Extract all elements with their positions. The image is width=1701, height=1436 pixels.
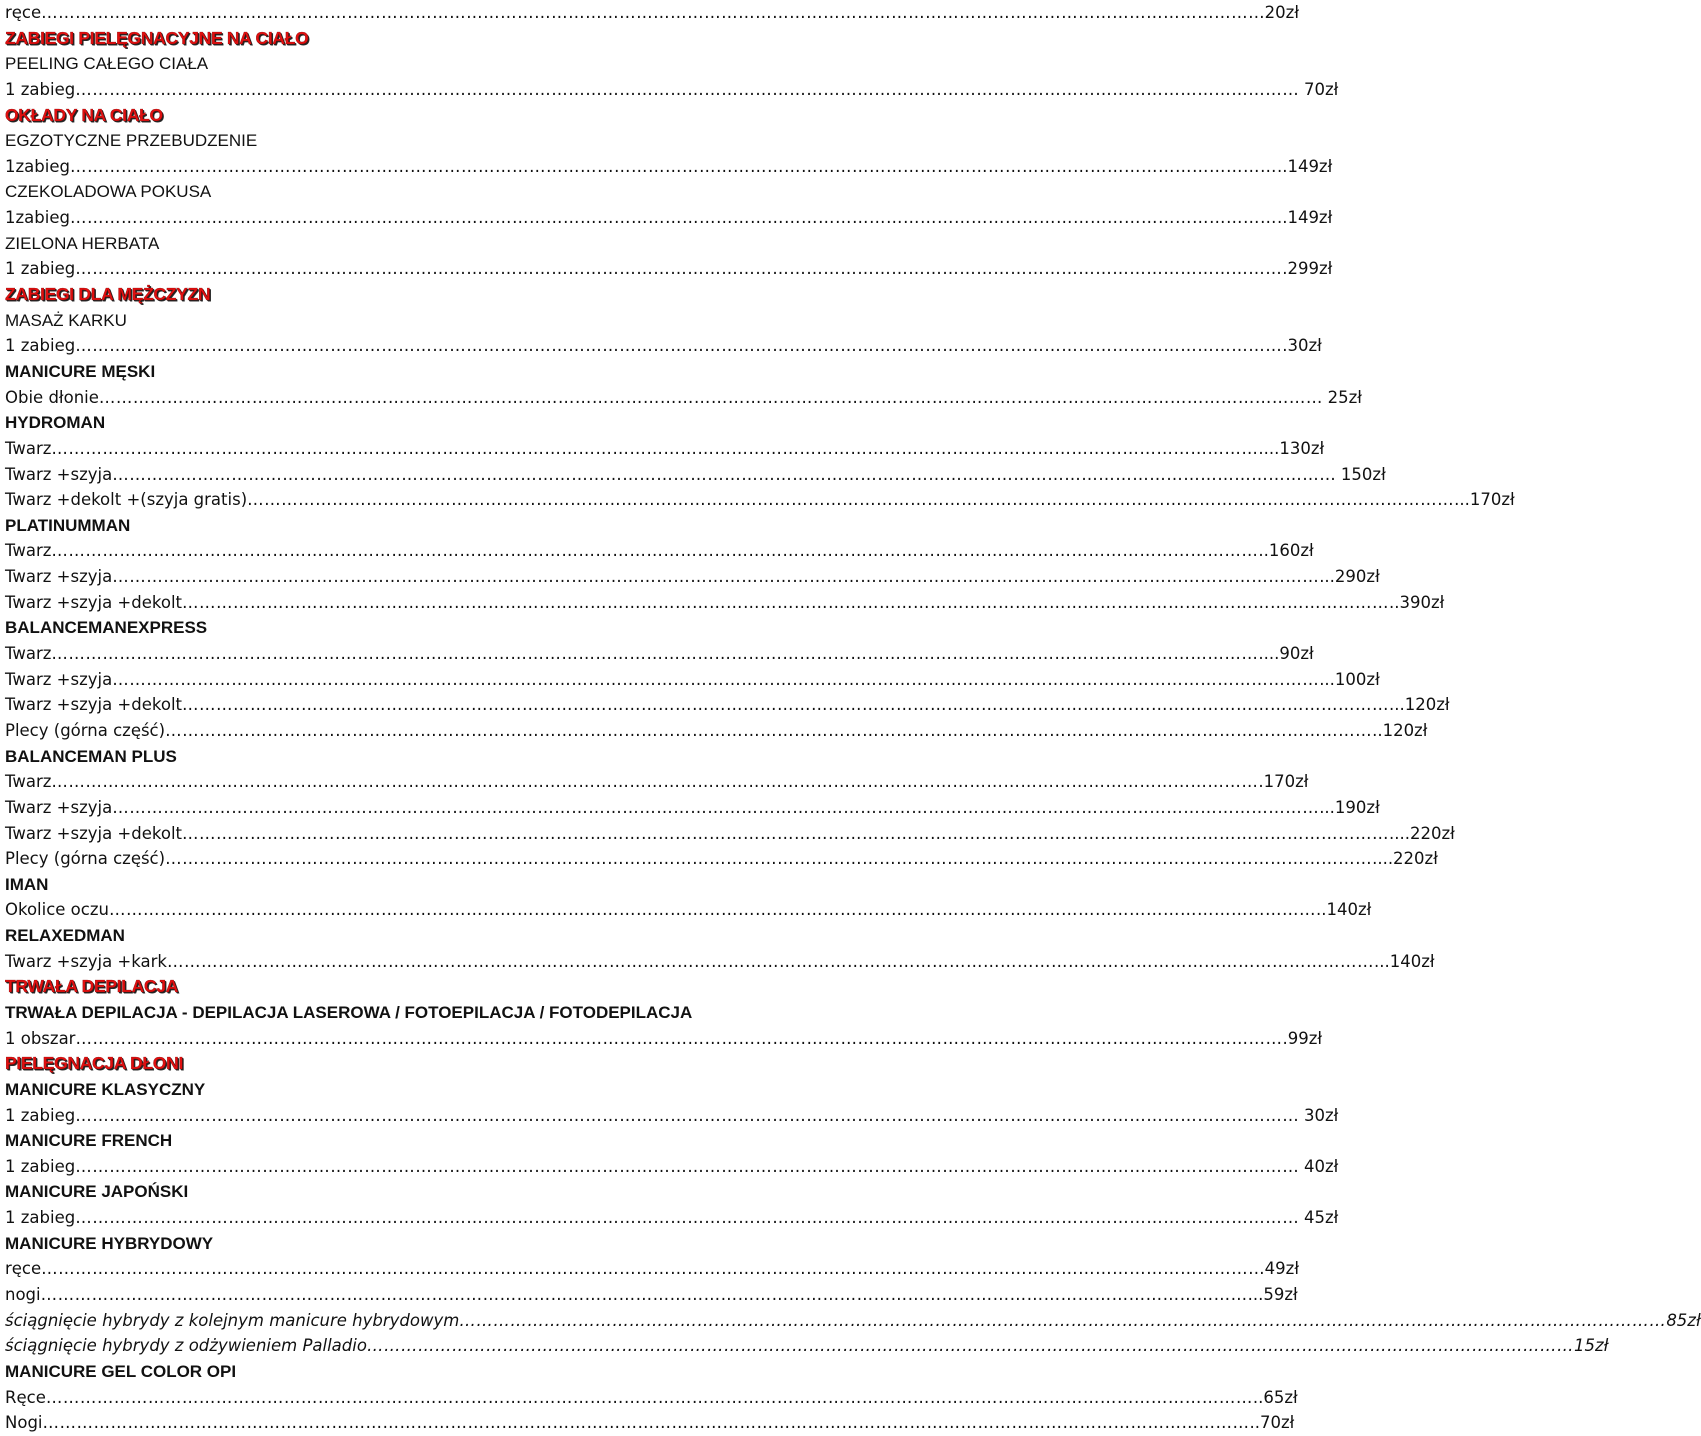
price-value: … 70zł [1282, 79, 1339, 99]
price-value: ...290zł [1319, 567, 1380, 587]
dot-leader: …………………………………………………………………………………………………………………………………………………………………………………………… [45, 1387, 1253, 1407]
service-title: IMAN [5, 874, 49, 894]
service-label: Nogi [5, 1413, 43, 1433]
service-title: BALANCEMAN PLUS [5, 746, 177, 766]
price-row [0, 564, 1380, 590]
dot-leader: …………………………………………………………………………………………………………………………………………………………………………………………… [69, 208, 1277, 228]
price-row [0, 1308, 1701, 1334]
price-value: … 25zł [1305, 387, 1362, 407]
service-title: HYDROMAN [5, 413, 106, 433]
service-label: ściągnięcie hybrydy z odżywieniem Palladio [5, 1336, 367, 1356]
service-label: 1 zabieg [5, 1208, 76, 1228]
service-label: Twarz +szyja [5, 464, 113, 484]
section-heading: TRWAŁA DEPILACJA [5, 976, 179, 997]
service-label: Twarz [5, 438, 52, 458]
price-row [0, 538, 1314, 564]
service-title: MANICURE FRENCH [5, 1131, 173, 1151]
dot-leader: …………………………………………………………………………………………………………………………………………………………………………………………… [75, 1028, 1283, 1048]
price-value: ....220zł [1389, 823, 1455, 843]
price-value: ..160zł [1258, 541, 1314, 561]
dot-leader: …………………………………………………………………………………………………………………………………………………………………………………………… [41, 3, 1249, 22]
dot-leader: …………………………………………………………………………………………………………………………………………………………………………………………… [51, 644, 1259, 664]
price-value: ..70zł [1249, 1413, 1295, 1433]
price-row [0, 333, 1322, 359]
service-label: Twarz [5, 541, 52, 561]
price-row [0, 256, 1333, 282]
dot-leader: …………………………………………………………………………………………………………………………………………………………………………………………… [108, 900, 1316, 920]
price-value: 85zł [1666, 1310, 1701, 1330]
price-value: ....220zł [1372, 849, 1438, 869]
price-row [0, 436, 1325, 462]
price-value: .170zł [1258, 772, 1309, 792]
service-label: Twarz +szyja +dekolt [5, 695, 182, 715]
dot-leader: …………………………………………………………………………………………………………………………………………………………………………………………… [182, 592, 1389, 612]
price-row [0, 205, 1333, 231]
price-row [0, 692, 1450, 718]
service-label: Twarz +szyja [5, 797, 113, 817]
dot-leader: …………………………………………………………………………………………………………………………………………………………………………………………… [98, 387, 1306, 407]
service-label: Okolice oczu [5, 900, 109, 920]
price-row [0, 1256, 1300, 1282]
price-row [0, 1026, 1323, 1052]
price-value: .299zł [1282, 259, 1333, 279]
price-value: ...100zł [1319, 669, 1380, 689]
service-title: EGZOTYCZNE PRZEBUDZENIE [5, 131, 258, 151]
section-heading: OKŁADY NA CIAŁO [5, 104, 163, 125]
service-title: BALANCEMANEXPRESS [5, 618, 208, 638]
service-label: Twarz +szyja [5, 669, 113, 689]
service-label: Plecy (górna część) [5, 720, 166, 740]
service-label: 1 zabieg [5, 336, 76, 356]
dot-leader: …………………………………………………………………………………………………………………………………………………………………………………………… [112, 567, 1320, 587]
section-heading: ZABIEGI DLA MĘŻCZYZN [5, 284, 211, 305]
price-value: ...190zł [1319, 797, 1380, 817]
service-label: ręce [5, 3, 42, 22]
price-value: ..149zł [1276, 208, 1333, 228]
price-row [0, 77, 1339, 103]
price-row [0, 718, 1428, 744]
dot-leader: …………………………………………………………………………………………………………………………………………………………………………………………… [75, 1105, 1283, 1125]
price-row [0, 1205, 1339, 1231]
dot-leader: …………………………………………………………………………………………………………………………………………………………………………………………… [40, 1285, 1248, 1305]
service-title: TRWAŁA DEPILACJA - DEPILACJA LASEROWA / FOTOEPILACJA / FOTODEPILACJA [5, 1002, 693, 1022]
price-value: ..65zł [1252, 1387, 1298, 1407]
service-label: Ręce [5, 1387, 46, 1407]
price-value: ...59zł [1247, 1285, 1298, 1305]
dot-leader: …………………………………………………………………………………………………………………………………………………………………………………………… [166, 951, 1374, 971]
service-label: 1 zabieg [5, 1156, 76, 1176]
section-heading: PIELĘGNACJA DŁONI [5, 1053, 184, 1074]
price-value: … 30zł [1282, 1105, 1339, 1125]
service-label: 1zabieg [5, 208, 70, 228]
price-row [0, 1333, 1609, 1359]
price-row [0, 1154, 1339, 1180]
price-row [0, 1282, 1298, 1308]
price-value: .30zł [1282, 336, 1322, 356]
service-label: nogi [5, 1285, 41, 1305]
price-row [0, 0, 1300, 26]
dot-leader: …………………………………………………………………………………………………………………………………………………………………………………………… [182, 823, 1389, 843]
dot-leader: …………………………………………………………………………………………………………………………………………………………………………………………… [75, 259, 1283, 279]
dot-leader: …………………………………………………………………………………………………………………………………………………………………………………………… [41, 1259, 1249, 1279]
dot-leader: …………………………………………………………………………………………………………………………………………………………………………………………… [112, 797, 1320, 817]
price-value: ...120zł [1389, 695, 1450, 715]
dot-leader: …………………………………………………………………………………………………………………………………………………………………………………………… [366, 1336, 1574, 1356]
service-label: Obie dłonie [5, 387, 99, 407]
service-label: ściągnięcie hybrydy z kolejnym manicure hybrydowym [5, 1310, 460, 1330]
price-value: ..140zł [1315, 900, 1372, 920]
price-row [0, 897, 1372, 923]
service-label: Twarz [5, 644, 52, 664]
service-label: Twarz +szyja +kark [5, 951, 167, 971]
price-row [0, 1385, 1298, 1411]
dot-leader: …………………………………………………………………………………………………………………………………………………………………………………………… [247, 490, 1455, 510]
price-row [0, 385, 1362, 411]
service-label: 1 zabieg [5, 79, 76, 99]
price-value: ....130zł [1258, 438, 1325, 458]
service-label: Twarz +szyja +dekolt [5, 592, 182, 612]
price-value: ....90zł [1258, 644, 1314, 664]
dot-leader: …………………………………………………………………………………………………………………………………………………………………………………………… [51, 438, 1259, 458]
section-heading: ZABIEGI PIELĘGNACYJNE NA CIAŁO [5, 27, 309, 48]
service-label: 1 zabieg [5, 259, 76, 279]
dot-leader: …………………………………………………………………………………………………………………………………………………………………………………………… [42, 1413, 1250, 1433]
dot-leader: …………………………………………………………………………………………………………………………………………………………………………………………… [182, 695, 1389, 715]
price-row [0, 154, 1333, 180]
service-label: Plecy (górna część) [5, 849, 166, 869]
service-label: Twarz +dekolt +(szyja gratis) [5, 490, 248, 510]
price-row [0, 667, 1380, 693]
price-value: ..390zł [1389, 592, 1445, 612]
price-row [0, 1410, 1295, 1436]
price-row [0, 795, 1380, 821]
service-title: MANICURE HYBRYDOWY [5, 1233, 214, 1253]
service-title: MANICURE KLASYCZNY [5, 1079, 206, 1099]
dot-leader: …………………………………………………………………………………………………………………………………………………………………………………………… [51, 541, 1259, 561]
price-value: … 150zł [1319, 464, 1386, 484]
dot-leader: …………………………………………………………………………………………………………………………………………………………………………………………… [69, 156, 1277, 176]
dot-leader: …………………………………………………………………………………………………………………………………………………………………………………………… [112, 464, 1320, 484]
dot-leader: …………………………………………………………………………………………………………………………………………………………………………………………… [75, 79, 1283, 99]
service-title: MANICURE GEL COLOR OPI [5, 1361, 237, 1381]
service-label: Twarz +szyja [5, 567, 113, 587]
price-value: … 45zł [1282, 1208, 1339, 1228]
dot-leader: …………………………………………………………………………………………………………………………………………………………………………………………… [75, 1208, 1283, 1228]
service-title: PEELING CAŁEGO CIAŁA [5, 54, 209, 74]
price-value: ..149zł [1276, 156, 1333, 176]
service-label: ręce [5, 1259, 42, 1279]
dot-leader: …………………………………………………………………………………………………………………………………………………………………………………………… [165, 849, 1373, 869]
service-title: ZIELONA HERBATA [5, 233, 160, 253]
service-title: MANICURE JAPOŃSKI [5, 1182, 189, 1202]
price-value: ..120zł [1372, 720, 1428, 740]
dot-leader: …………………………………………………………………………………………………………………………………………………………………………………………… [165, 720, 1373, 740]
dot-leader: …………………………………………………………………………………………………………………………………………………………………………………………… [75, 336, 1283, 356]
price-value: ...140zł [1373, 951, 1435, 971]
price-row [0, 949, 1435, 975]
price-value: …49zł [1248, 1259, 1300, 1279]
price-row [0, 641, 1314, 667]
price-value: .99zł [1282, 1028, 1323, 1048]
service-label: 1 zabieg [5, 1105, 76, 1125]
service-title: PLATINUMMAN [5, 515, 131, 535]
price-row [0, 462, 1386, 488]
price-value: … 40zł [1282, 1156, 1339, 1176]
price-row [0, 487, 1515, 513]
dot-leader: …………………………………………………………………………………………………………………………………………………………………………………………… [459, 1310, 1667, 1330]
service-label: Twarz +szyja +dekolt [5, 823, 182, 843]
service-title: RELAXEDMAN [5, 926, 125, 946]
price-value: 15zł [1573, 1336, 1609, 1356]
price-row [0, 821, 1455, 847]
price-row [0, 1103, 1339, 1129]
service-title: CZEKOLADOWA POKUSA [5, 182, 212, 202]
dot-leader: …………………………………………………………………………………………………………………………………………………………………………………………… [75, 1156, 1283, 1176]
price-row [0, 846, 1438, 872]
dot-leader: …………………………………………………………………………………………………………………………………………………………………………………………… [51, 772, 1259, 792]
service-label: Twarz [5, 772, 52, 792]
price-value: …20zł [1248, 3, 1300, 22]
dot-leader: …………………………………………………………………………………………………………………………………………………………………………………………… [112, 669, 1320, 689]
service-title: MANICURE MĘSKI [5, 361, 156, 381]
service-label: 1 obszar [5, 1028, 76, 1048]
service-title: MASAŻ KARKU [5, 310, 127, 330]
price-row [0, 769, 1309, 795]
price-value: ...170zł [1454, 490, 1515, 510]
price-row [0, 590, 1445, 616]
service-label: 1zabieg [5, 156, 70, 176]
